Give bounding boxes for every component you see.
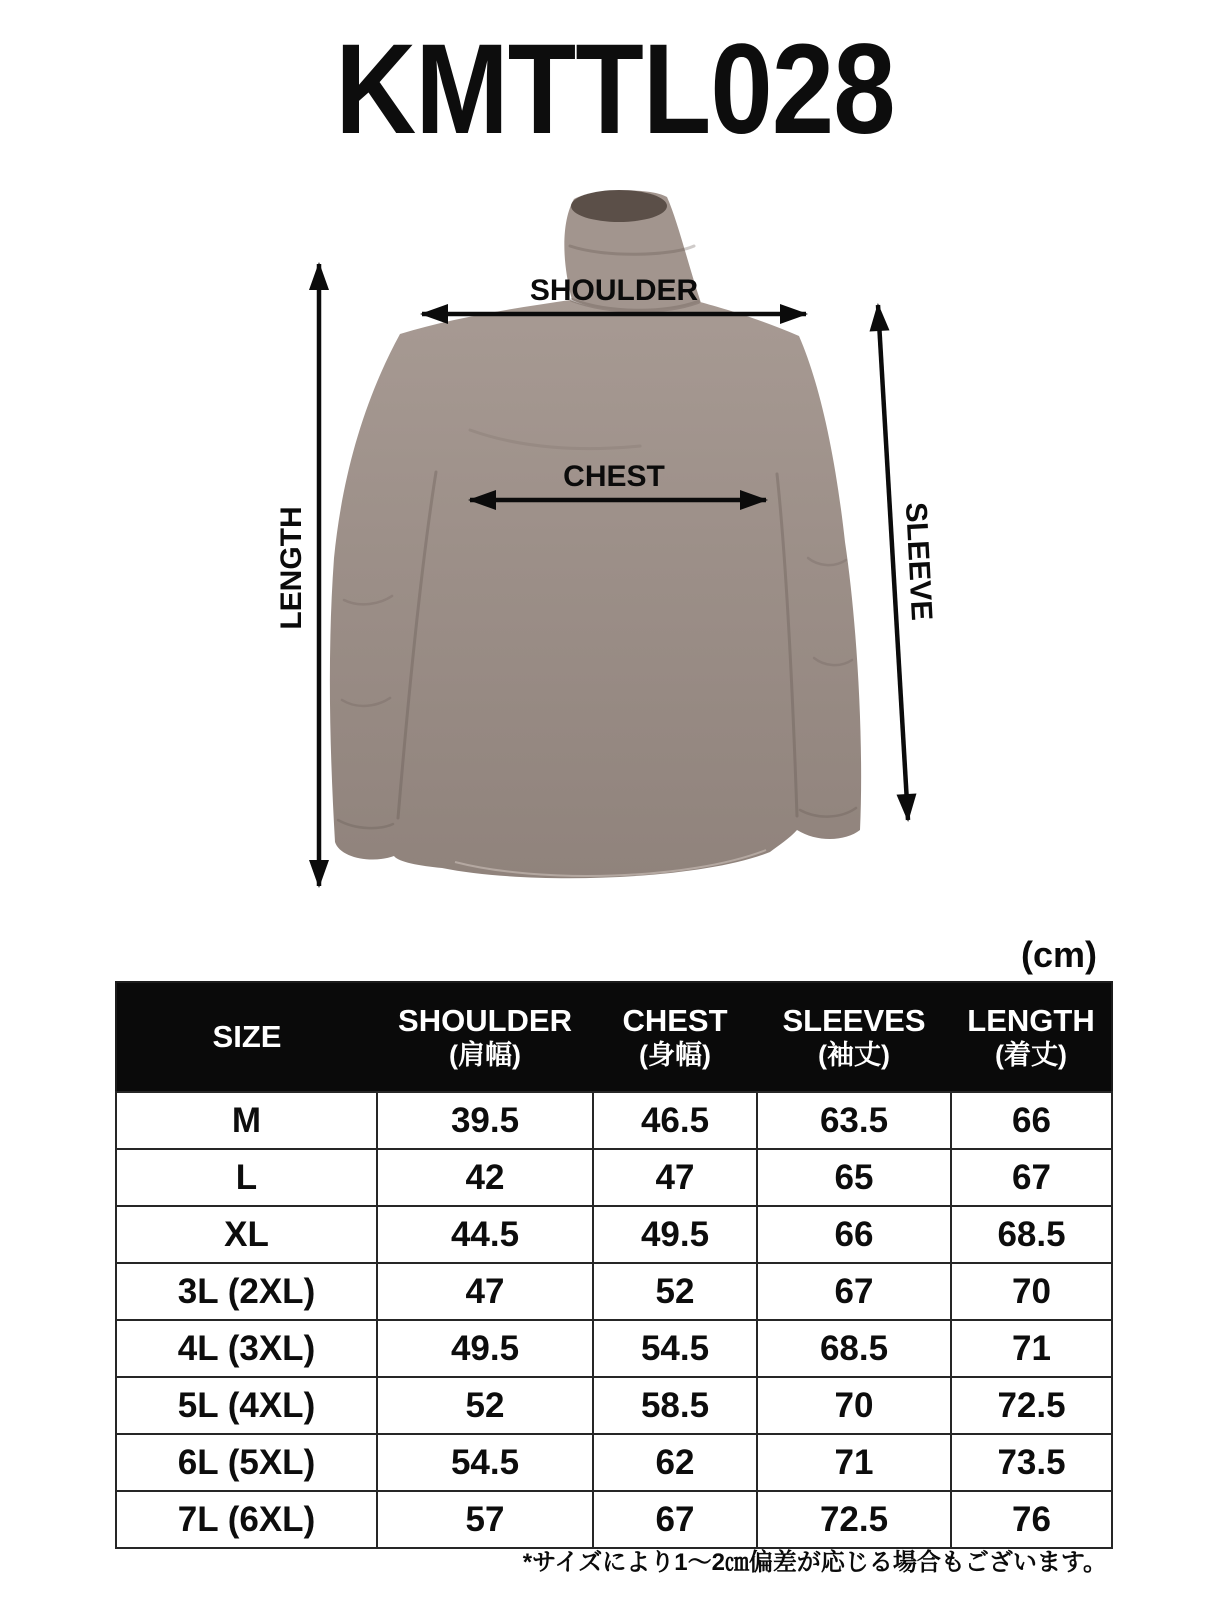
cell-length: 73.5 <box>951 1434 1112 1491</box>
table-row <box>116 1206 1112 1263</box>
cell-shoulder: 42 <box>377 1149 593 1206</box>
cell-shoulder: 57 <box>377 1491 593 1548</box>
cell-size: XL <box>116 1206 377 1263</box>
footnote: *サイズにより1～2㎝偏差が応じる場合もございます。 <box>522 1549 1107 1576</box>
cell-shoulder: 39.5 <box>377 1092 593 1149</box>
cell-sleeves: 72.5 <box>757 1491 951 1548</box>
cell-chest: 54.5 <box>593 1320 757 1377</box>
col-header-sleeves: SLEEVES (袖丈) <box>757 982 951 1092</box>
cell-chest: 52 <box>593 1263 757 1320</box>
cell-size: 3L (2XL) <box>116 1263 377 1320</box>
cell-sleeves: 68.5 <box>757 1320 951 1377</box>
cell-chest: 58.5 <box>593 1377 757 1434</box>
shoulder-label: SHOULDER <box>529 274 699 307</box>
cell-sleeves: 66 <box>757 1206 951 1263</box>
col-header-length: LENGTH (着丈) <box>951 982 1112 1092</box>
cell-size: 6L (5XL) <box>116 1434 377 1491</box>
cell-size: M <box>116 1092 377 1149</box>
page-title: KMTTL028 <box>335 18 895 161</box>
cell-sleeves: 71 <box>757 1434 951 1491</box>
cell-sleeves: 65 <box>757 1149 951 1206</box>
table-row <box>116 1434 1112 1491</box>
cell-length: 68.5 <box>951 1206 1112 1263</box>
cell-size: 7L (6XL) <box>116 1491 377 1548</box>
table-row <box>116 1491 1112 1548</box>
table-row <box>116 1320 1112 1377</box>
cell-length: 67 <box>951 1149 1112 1206</box>
col-header-size: SIZE <box>116 982 377 1092</box>
neck-opening <box>571 190 667 222</box>
cell-sleeves: 67 <box>757 1263 951 1320</box>
cell-size: 5L (4XL) <box>116 1377 377 1434</box>
cell-shoulder: 44.5 <box>377 1206 593 1263</box>
sleeve-label: SLEEVE <box>898 501 939 622</box>
cell-chest: 67 <box>593 1491 757 1548</box>
cell-chest: 62 <box>593 1434 757 1491</box>
col-header-shoulder: SHOULDER (肩幅) <box>377 982 593 1092</box>
garment-body <box>330 300 861 878</box>
cell-shoulder: 47 <box>377 1263 593 1320</box>
cell-length: 70 <box>951 1263 1112 1320</box>
table-row <box>116 1263 1112 1320</box>
cell-shoulder: 49.5 <box>377 1320 593 1377</box>
cell-shoulder: 54.5 <box>377 1434 593 1491</box>
table-row <box>116 1092 1112 1149</box>
cell-length: 72.5 <box>951 1377 1112 1434</box>
col-header-chest: CHEST (身幅) <box>593 982 757 1092</box>
table-row <box>116 1377 1112 1434</box>
cell-length: 76 <box>951 1491 1112 1548</box>
cell-chest: 47 <box>593 1149 757 1206</box>
cell-shoulder: 52 <box>377 1377 593 1434</box>
cell-size: 4L (3XL) <box>116 1320 377 1377</box>
cell-sleeves: 70 <box>757 1377 951 1434</box>
cell-size: L <box>116 1149 377 1206</box>
cell-length: 66 <box>951 1092 1112 1149</box>
length-label: LENGTH <box>275 506 308 630</box>
size-table-header <box>116 982 1112 1092</box>
table-row <box>116 1149 1112 1206</box>
cell-chest: 49.5 <box>593 1206 757 1263</box>
size-table <box>115 981 1113 1549</box>
cell-sleeves: 63.5 <box>757 1092 951 1149</box>
size-table-body <box>116 1092 1112 1548</box>
cell-chest: 46.5 <box>593 1092 757 1149</box>
chest-label: CHEST <box>563 460 665 493</box>
cell-length: 71 <box>951 1320 1112 1377</box>
unit-label: (cm) <box>1020 934 1097 975</box>
